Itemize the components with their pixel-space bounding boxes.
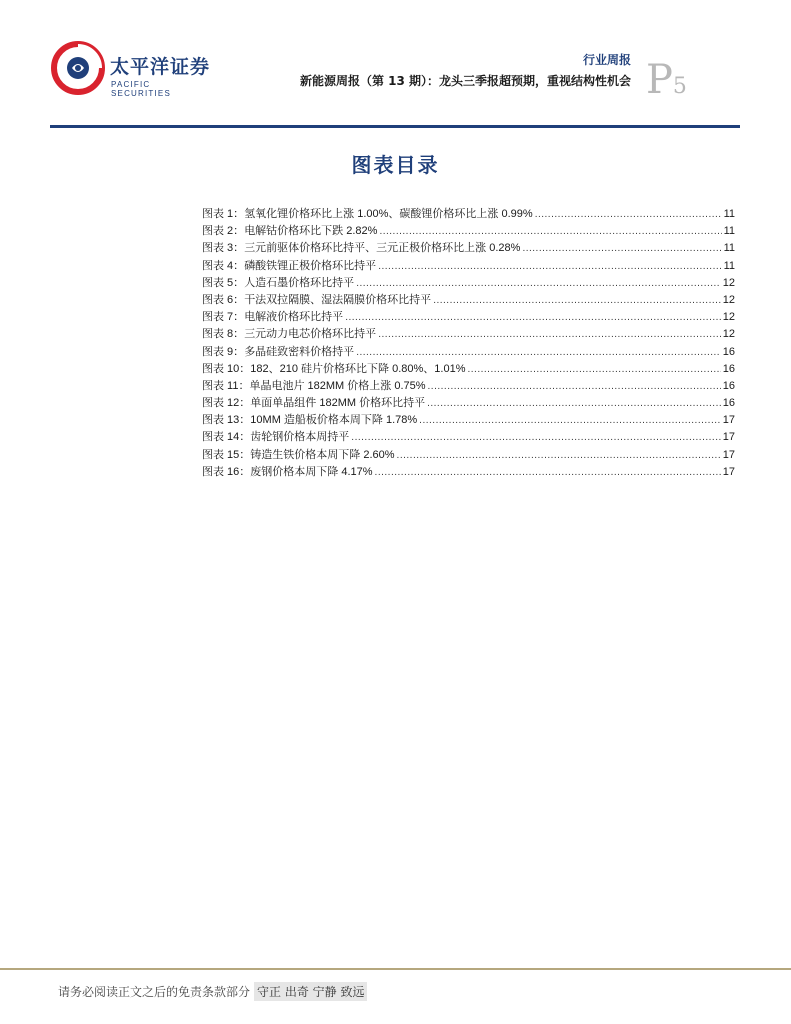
toc-dot-leader (427, 398, 721, 409)
toc-entry-page: 16 (722, 397, 735, 410)
toc-entry[interactable] (202, 377, 735, 394)
toc-dot-leader (378, 261, 721, 272)
toc-dot-leader (375, 467, 721, 478)
toc-entry-label: 图表 1： (202, 208, 245, 220)
toc-entry-text: 磷酸铁锂正极价格环比持平 (244, 259, 377, 272)
toc-dot-leader (356, 347, 721, 358)
toc-entry[interactable] (202, 325, 735, 342)
toc-dot-leader (379, 226, 721, 237)
toc-entry-text: 废钢价格本周下降 4.17% (250, 465, 373, 478)
toc-dot-leader (351, 432, 720, 443)
toc-entry[interactable] (202, 222, 735, 239)
toc-entry-text: 182、210 硅片价格环比下降 0.80%、1.01% (250, 362, 466, 375)
footer-motto: 守正 出奇 宁静 致远 (254, 982, 367, 1001)
toc-entry-page: 16 (722, 362, 735, 375)
footer (58, 982, 367, 1001)
toc-entry-label: 图表 14： (202, 431, 251, 444)
toc-entry-page: 11 (723, 242, 735, 255)
toc-entry-page: 16 (722, 345, 735, 358)
toc-entry-label: 图表 13： (202, 414, 251, 427)
page-letter: P (646, 57, 673, 103)
toc-dot-leader (345, 312, 721, 323)
toc-entry-page: 11 (723, 225, 735, 238)
toc-entry-label: 图表 15： (202, 448, 251, 461)
toc-entry[interactable] (202, 205, 735, 222)
toc-entry-page: 12 (722, 293, 735, 306)
toc-list (202, 205, 735, 480)
toc-entry-label: 图表 16： (202, 465, 251, 478)
toc-entry-text: 电解液价格环比持平 (244, 311, 344, 324)
toc-entry-page: 17 (722, 448, 735, 461)
toc-entry[interactable] (202, 257, 735, 274)
toc-entry-page: 11 (723, 208, 735, 220)
toc-entry-label: 图表 9： (202, 345, 245, 358)
pacific-logo-icon (50, 40, 106, 96)
toc-entry-page: 17 (722, 431, 735, 444)
toc-entry-page: 11 (723, 259, 735, 272)
logo-cn-text: 太平洋证券 (110, 56, 211, 78)
toc-entry-text: 人造石墨价格环比持平 (244, 276, 355, 289)
toc-entry-page: 16 (722, 379, 735, 392)
toc-entry-label: 图表 10： (202, 362, 251, 375)
toc-entry-text: 10MM 造船板价格本周下降 1.78% (250, 414, 418, 427)
toc-entry-page: 17 (722, 414, 735, 427)
toc-entry-text: 电解钴价格环比下跌 2.82% (244, 225, 378, 238)
toc-dot-leader (419, 415, 721, 426)
toc-entry-label: 图表 4： (202, 259, 245, 272)
toc-entry[interactable] (202, 411, 735, 428)
toc-entry-label: 图表 2： (202, 225, 245, 238)
toc-dot-leader (397, 450, 721, 461)
toc-entry[interactable] (202, 428, 735, 445)
toc-entry-text: 单晶电池片 182MM 价格上涨 0.75% (249, 379, 426, 392)
toc-entry[interactable] (202, 239, 735, 256)
toc-entry-page: 17 (722, 465, 735, 478)
toc-entry[interactable] (202, 308, 735, 325)
toc-entry-label: 图表 7： (202, 311, 245, 324)
toc-entry-text: 干法双拉隔膜、湿法隔膜价格环比持平 (244, 293, 432, 306)
toc-entry-label: 图表 12： (202, 397, 251, 410)
toc-entry-label: 图表 5： (202, 276, 245, 289)
toc-entry-text: 三元前驱体价格环比持平、三元正极价格环比上涨 0.28% (244, 242, 521, 255)
toc-entry-page: 12 (722, 311, 735, 324)
toc-entry-text: 铸造生铁价格本周下降 2.60% (250, 448, 395, 461)
toc-entry[interactable] (202, 274, 735, 291)
toc-dot-leader (356, 278, 721, 289)
toc-entry-label: 图表 8： (202, 328, 245, 341)
toc-heading: 图表目录 (351, 153, 440, 177)
company-logo (50, 40, 210, 100)
toc-entry-label: 图表 11： (202, 379, 250, 392)
footer-divider (0, 968, 791, 970)
header-divider (50, 125, 740, 128)
toc-dot-leader (522, 243, 721, 254)
page-number (646, 57, 687, 103)
toc-entry[interactable] (202, 343, 735, 360)
toc-entry-text: 单面单晶组件 182MM 价格环比持平 (250, 397, 426, 410)
toc-dot-leader (468, 364, 721, 375)
toc-dot-leader (428, 381, 721, 392)
toc-entry[interactable] (202, 291, 735, 308)
toc-entry-text: 齿轮钢价格本周持平 (250, 431, 350, 444)
toc-entry-text: 三元动力电芯价格环比持平 (244, 328, 377, 341)
toc-entry-page: 12 (722, 328, 735, 341)
toc-entry-page: 12 (722, 276, 735, 289)
toc-entry-label: 图表 3： (202, 242, 245, 255)
toc-entry[interactable] (202, 463, 735, 480)
report-type: 行业周报 (582, 53, 631, 67)
page-digit: 5 (672, 74, 687, 99)
toc-dot-leader (378, 329, 721, 340)
toc-dot-leader (433, 295, 721, 306)
toc-entry-text: 多晶硅致密料价格持平 (244, 345, 355, 358)
footer-disclaimer: 请务必阅读正文之后的免责条款部分 (58, 985, 251, 999)
logo-en-text: PACIFIC SECURITIES (111, 80, 172, 98)
report-title: 新能源周报（第 13 期）：龙头三季报超预期，重视结构性机会 (299, 74, 631, 88)
toc-entry[interactable] (202, 394, 735, 411)
toc-dot-leader (535, 209, 722, 220)
toc-entry[interactable] (202, 446, 735, 463)
toc-entry-text: 氢氧化锂价格环比上涨 1.00%、碳酸锂价格环比上涨 0.99% (244, 208, 533, 220)
toc-entry[interactable] (202, 360, 735, 377)
toc-entry-label: 图表 6： (202, 293, 245, 306)
